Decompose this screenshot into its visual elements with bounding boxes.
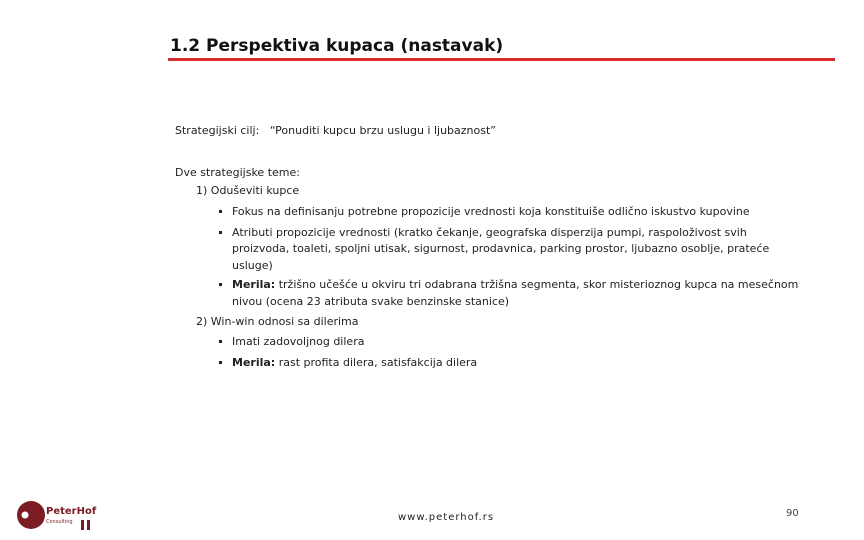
measures-label: Merila: xyxy=(232,356,276,369)
bullet-icon xyxy=(219,340,222,343)
theme1-bullet-3-line-2: nivou (ocena 23 atributa svake benzinske stanice) xyxy=(232,295,510,308)
title-rule xyxy=(168,58,835,61)
goal-text: “Ponuditi kupcu brzu uslugu i ljubaznost” xyxy=(269,124,496,137)
logo-tagline: Consulting xyxy=(46,519,73,525)
bullet-icon xyxy=(219,283,222,286)
theme1-title: 1) Oduševiti kupce xyxy=(196,184,300,197)
measures-text: rast profita dilera, satisfakcija dilera xyxy=(278,356,478,369)
footer-url: www.peterhof.rs xyxy=(398,512,495,523)
theme2-title: 2) Win-win odnosi sa dilerima xyxy=(196,315,359,328)
goal-label: Strategijski cilj: xyxy=(175,124,260,137)
theme1-bullet-1: Fokus na definisanju potrebne propozicije vrednosti koja konstituiše odlično iskustvo kupovine xyxy=(232,205,750,218)
page-number: 90 xyxy=(786,508,799,519)
theme1-bullet-2-line-3: usluge) xyxy=(232,259,273,272)
theme1-bullet-2-line-1: Atributi propozicije vrednosti (kratko čekanje, geografska disperzija pumpi, raspoloživost svih xyxy=(232,226,747,239)
logo-name: PeterHof xyxy=(46,506,97,517)
theme2-bullet-2 xyxy=(232,356,477,369)
bullet-icon xyxy=(219,231,222,234)
theme2-bullet-1: Imati zadovoljnog dilera xyxy=(232,335,365,348)
logo-bars-icon xyxy=(80,516,92,535)
logo-icon xyxy=(16,500,46,534)
page-title: 1.2 Perspektiva kupaca (nastavak) xyxy=(170,36,504,56)
bullet-icon xyxy=(219,210,222,213)
goal-line xyxy=(175,124,496,137)
theme1-bullet-3-line-1 xyxy=(232,278,798,291)
bullet-icon xyxy=(219,361,222,364)
themes-label: Dve strategijske teme: xyxy=(175,166,300,179)
theme1-bullet-2-line-2: proizvoda, toaleti, spoljni utisak, sigurnost, prodavnica, parking prostor, ljubazno osoblje, prateće xyxy=(232,242,770,255)
measures-text: tržišno učešće u okviru tri odabrana tržišna segmenta, skor misterioznog kupca na mesečnom xyxy=(278,278,799,291)
measures-label: Merila: xyxy=(232,278,276,291)
